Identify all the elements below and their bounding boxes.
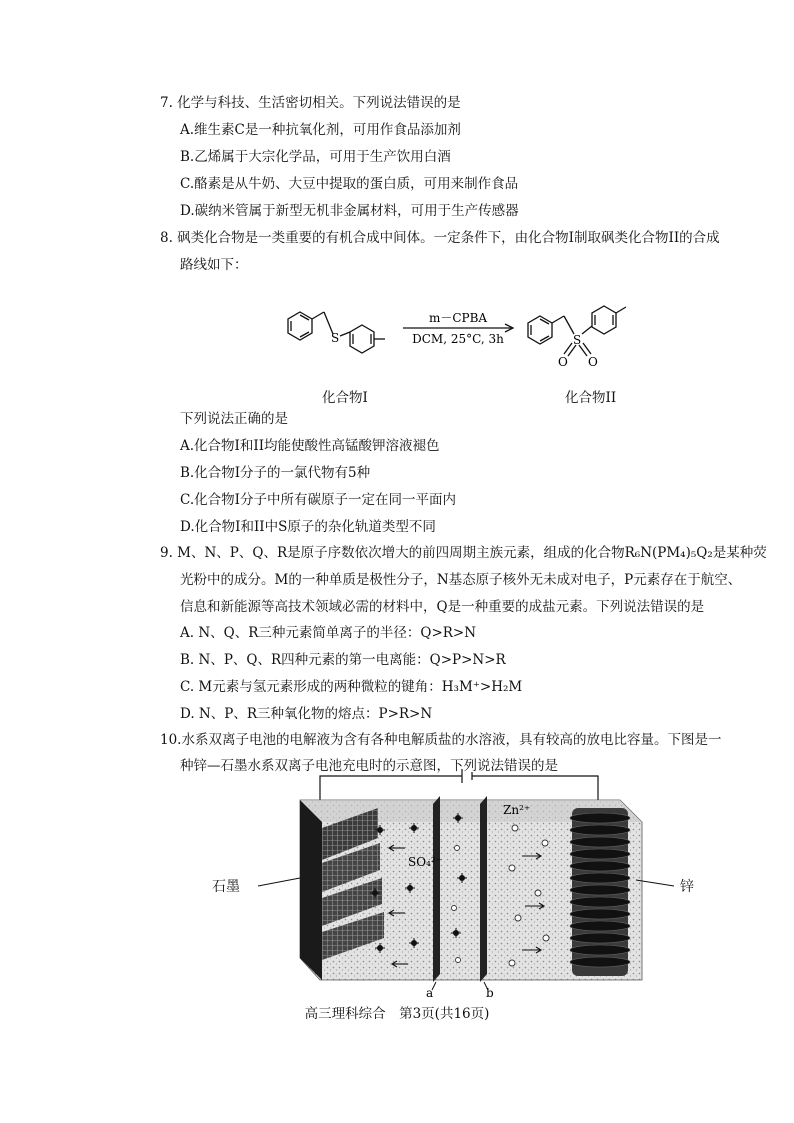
q8-stem-line1: 8. 砜类化合物是一类重要的有机合成中间体。一定条件下，由化合物I制取砜类化合物II的合成 — [160, 230, 720, 246]
q7-option-b: B.乙烯属于大宗化学品，可用于生产饮用白酒 — [180, 149, 451, 165]
membrane-a — [433, 796, 440, 982]
compound2-oxygen-atom-1: O — [558, 355, 568, 369]
compound2-oxygen-atom-2: O — [588, 355, 598, 369]
q9-stem-line2: 光粉中的成分。M的一种单质是极性分子，N基态原子核外无未成对电子，P元素存在于航空、 — [180, 572, 742, 588]
q10-stem-line2: 种锌—石墨水系双离子电池充电时的示意图，下列说法错误的是 — [180, 758, 558, 774]
battery-diagram — [200, 768, 700, 1000]
zinc-ion-label: Zn²⁺ — [503, 803, 531, 817]
q7-option-a: A.维生素C是一种抗氧化剂，可用作食品添加剂 — [180, 122, 461, 138]
q7-option-d: D.碳纳米管属于新型无机非金属材料，可用于生产传感器 — [180, 203, 519, 219]
compound1-sulfur-atom: S — [331, 331, 340, 345]
q9-stem-line3: 信息和新能源等高技术领域必需的材料中，Q是一种重要的成盐元素。下列说法错误的是 — [180, 599, 705, 615]
reagent-top-label: m－CPBA — [428, 311, 488, 325]
q9-option-a: A. N、Q、R三种元素简单离子的半径：Q>R>N — [180, 625, 477, 641]
compound2-label: 化合物II — [565, 390, 617, 406]
q10-stem-line1: 10.水系双离子电池的电解液为含有各种电解质盐的水溶液，具有较高的放电比容量。下图是一 — [160, 732, 722, 748]
reagent-bottom-label: DCM, 25°C, 3h — [412, 332, 504, 346]
q8-option-d: D.化合物I和II中S原子的杂化轨道类型不同 — [180, 519, 436, 535]
membrane-b-label: b — [486, 986, 494, 1000]
q7-option-c: C.酪素是从牛奶、大豆中提取的蛋白质，可用来制作食品 — [180, 176, 519, 192]
compound1-label: 化合物I — [322, 390, 368, 406]
q8-question: 下列说法正确的是 — [180, 411, 288, 427]
q8-stem-line2: 路线如下： — [180, 257, 248, 273]
q8-option-c: C.化合物I分子中所有碳原子一定在同一平面内 — [180, 492, 456, 508]
q9-option-b: B. N、P、Q、R四种元素的第一电离能：Q>P>N>R — [180, 652, 506, 668]
q9-option-d: D. N、P、R三种氧化物的熔点：P>R>N — [180, 706, 433, 722]
graphite-label: 石墨 — [212, 879, 240, 895]
membrane-b — [480, 796, 487, 982]
q9-stem-line1: 9. M、N、P、Q、R是原子序数依次增大的前四周期主族元素，组成的化合物R₆N(PM₄)₅Q₂是某种荧 — [160, 545, 767, 561]
page-footer: 高三理科综合 第3页(共16页) — [304, 1006, 490, 1022]
q8-option-a: A.化合物I和II均能使酸性高锰酸钾溶液褪色 — [180, 438, 440, 454]
zinc-electrode — [570, 808, 630, 976]
sulfate-label: SO₄²⁻ — [408, 855, 443, 869]
compound2-sulfur-atom: S — [573, 333, 582, 347]
membrane-a-label: a — [426, 986, 434, 1000]
q7-stem: 7. 化学与科技、生活密切相关。下列说法错误的是 — [160, 95, 461, 111]
zinc-label: 锌 — [680, 879, 694, 895]
q8-option-b: B.化合物I分子的一氯代物有5种 — [180, 465, 371, 481]
q9-option-c: C. M元素与氢元素形成的两种微粒的键角：H₃M⁺>H₂M — [180, 679, 523, 695]
